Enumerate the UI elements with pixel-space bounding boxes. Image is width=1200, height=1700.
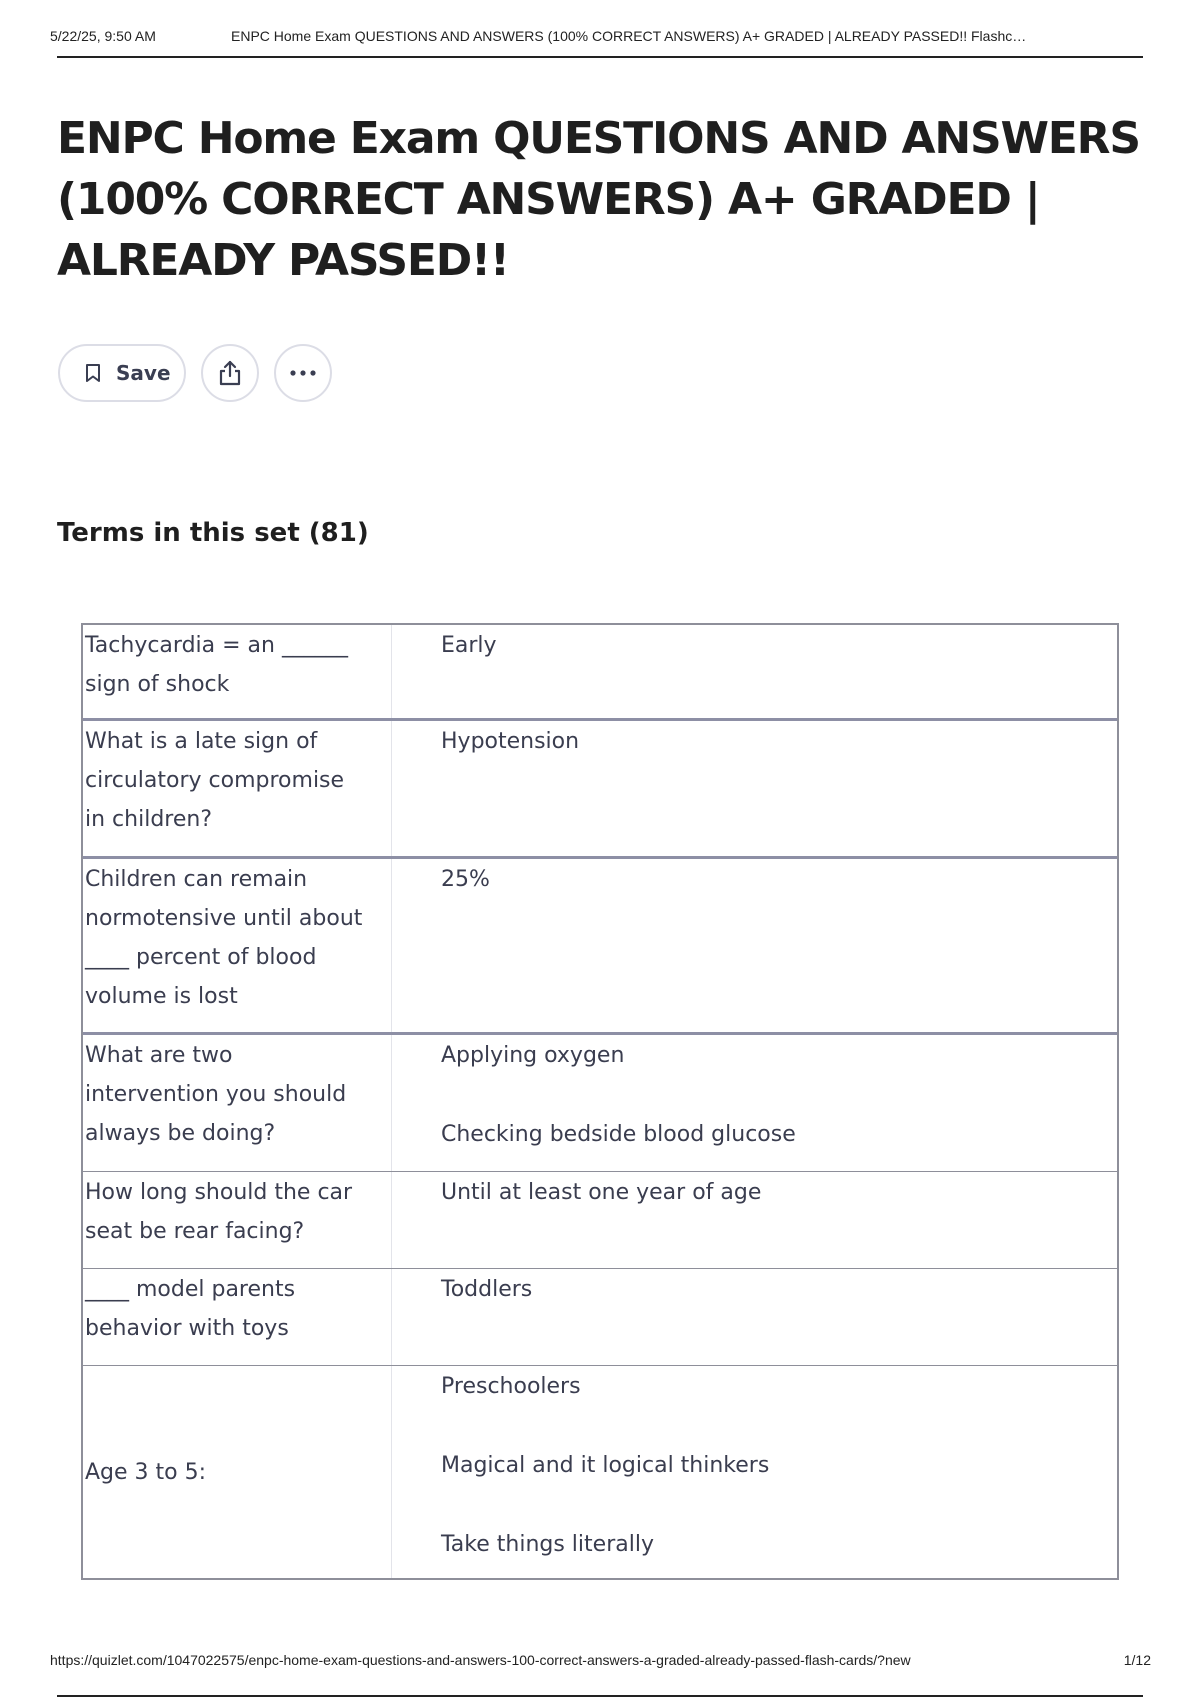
page-indicator: 1/12 <box>1123 1652 1151 1668</box>
term-row <box>83 721 1117 859</box>
terms-heading: Terms in this set (81) <box>57 518 369 548</box>
term-text: normotensive until about <box>85 906 363 931</box>
page-title-line: ALREADY PASSED!! <box>57 235 509 286</box>
definition-text: 25% <box>441 867 490 892</box>
term-cell <box>83 625 392 718</box>
more-horizontal-icon <box>289 369 317 377</box>
term-cell <box>83 1366 392 1578</box>
footer-divider <box>57 1695 1143 1697</box>
print-footer <box>50 1652 1150 1672</box>
header-divider <box>57 56 1143 58</box>
term-text: Children can remain <box>85 867 308 892</box>
term-text: Tachycardia = an ______ <box>85 633 348 658</box>
terms-table <box>81 623 1119 1580</box>
definition-text: Magical and it logical thinkers <box>441 1453 770 1478</box>
page-title-line: (100% CORRECT ANSWERS) A+ GRADED | <box>57 174 1040 225</box>
share-button[interactable] <box>201 344 259 402</box>
page-title-line: ENPC Home Exam QUESTIONS AND ANSWERS <box>57 113 1140 164</box>
term-row <box>83 625 1117 721</box>
bookmark-icon <box>84 363 102 383</box>
definition-text: Applying oxygen <box>441 1043 625 1068</box>
definition-text: Take things literally <box>441 1532 654 1557</box>
definition-cell <box>392 1366 1117 1578</box>
definition-cell <box>392 1035 1117 1171</box>
term-cell <box>83 1269 392 1365</box>
page-title <box>57 108 1157 291</box>
term-text: What are two <box>85 1043 233 1068</box>
definition-text: Hypotension <box>441 729 580 754</box>
definition-cell <box>392 1172 1117 1268</box>
term-text: seat be rear facing? <box>85 1219 305 1244</box>
term-cell <box>83 1172 392 1268</box>
save-button[interactable] <box>58 344 186 402</box>
term-row <box>83 1035 1117 1172</box>
term-text: always be doing? <box>85 1121 276 1146</box>
definition-text: Until at least one year of age <box>441 1180 762 1205</box>
term-text: ____ percent of blood <box>85 945 317 970</box>
definition-cell <box>392 625 1117 718</box>
term-cell <box>83 859 392 1032</box>
term-text: sign of shock <box>85 672 230 697</box>
definition-cell <box>392 721 1117 856</box>
print-url: https://quizlet.com/1047022575/enpc-home-exam-questions-and-answers-100-correct-answers-a-graded-already-passed-flash-cards/?new <box>50 1652 911 1668</box>
definition-cell <box>392 859 1117 1032</box>
term-text: volume is lost <box>85 984 238 1009</box>
term-text: ____ model parents <box>85 1277 296 1302</box>
share-icon <box>217 359 243 387</box>
definition-text: Checking bedside blood glucose <box>441 1122 796 1147</box>
save-button-label: Save <box>116 361 171 385</box>
term-text: What is a late sign of <box>85 729 318 754</box>
more-options-button[interactable] <box>274 344 332 402</box>
print-timestamp: 5/22/25, 9:50 AM <box>50 28 156 44</box>
print-header <box>50 28 1150 50</box>
term-row <box>83 1269 1117 1366</box>
term-text: How long should the car <box>85 1180 353 1205</box>
term-cell <box>83 1035 392 1171</box>
definition-text: Early <box>441 633 497 658</box>
term-text: circulatory compromise <box>85 768 345 793</box>
definition-text: Preschoolers <box>441 1374 581 1399</box>
term-text: behavior with toys <box>85 1316 289 1341</box>
term-text: in children? <box>85 807 212 832</box>
term-text: intervention you should <box>85 1082 347 1107</box>
definition-cell <box>392 1269 1117 1365</box>
term-row <box>83 1366 1117 1578</box>
term-cell <box>83 721 392 856</box>
term-row <box>83 859 1117 1035</box>
definition-text: Toddlers <box>441 1277 533 1302</box>
term-row <box>83 1172 1117 1269</box>
term-text: Age 3 to 5: <box>85 1460 207 1485</box>
print-document-title: ENPC Home Exam QUESTIONS AND ANSWERS (100% CORRECT ANSWERS) A+ GRADED | ALREADY PASSED!! Flashc… <box>231 28 1027 44</box>
